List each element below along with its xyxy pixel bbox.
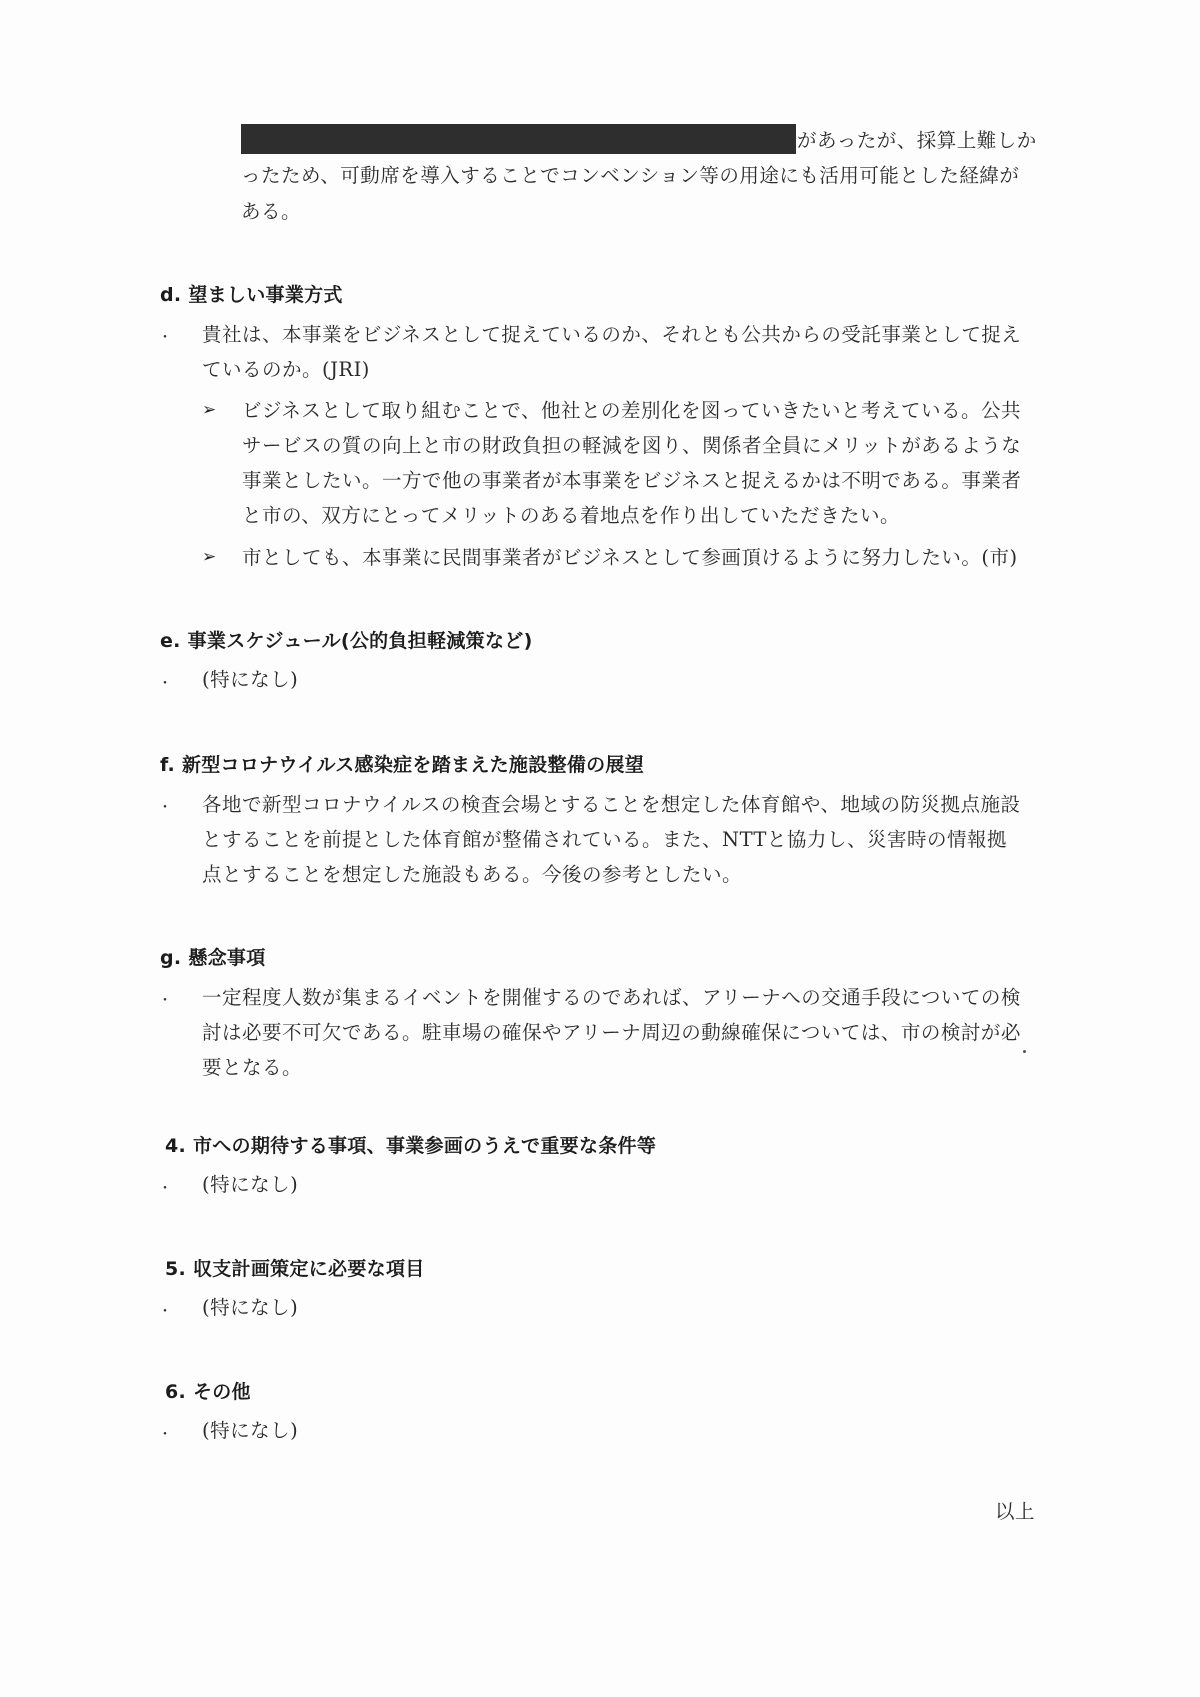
- redacted-block: [241, 124, 796, 154]
- bullet-icon: ・: [158, 330, 172, 346]
- top-paragraph-line2: ったため、可動席を導入することでコンベンション等の用途にも活用可能とした経緯が: [241, 164, 1020, 187]
- section-d-question-line2: ているのか。(JRI): [202, 358, 370, 381]
- closing-text: 以上: [995, 1500, 1036, 1523]
- section-d-heading: d. 望ましい事業方式: [160, 284, 343, 306]
- arrow-bullet-icon: ➢: [202, 547, 217, 567]
- scan-speck: [1023, 1050, 1026, 1053]
- section-d-answer2: 市としても、本事業に民間事業者がビジネスとして参画頂けるように努力したい。(市): [242, 546, 1018, 569]
- section-f-line3: 点とすることを想定した施設もある。今後の参考としたい。: [202, 863, 743, 886]
- section-g-line1: 一定程度人数が集まるイベントを開催するのであれば、アリーナへの交通手段についての検: [202, 986, 1021, 1009]
- section-g-line2: 討は必要不可欠である。駐車場の確保やアリーナ周辺の動線確保については、市の検討が必: [202, 1021, 1021, 1044]
- section-5-heading: 5. 収支計画策定に必要な項目: [165, 1258, 425, 1280]
- bullet-icon: ・: [158, 1181, 172, 1197]
- bullet-icon: ・: [158, 676, 172, 692]
- bullet-icon: ・: [158, 993, 172, 1009]
- arrow-bullet-icon: ➢: [202, 400, 217, 420]
- top-paragraph-line1: があったが、採算上難しか: [797, 129, 1037, 152]
- section-6-bullet: (特になし): [202, 1419, 299, 1442]
- section-5-bullet: (特になし): [202, 1296, 299, 1319]
- section-f-heading: f. 新型コロナウイルス感染症を踏まえた施設整備の展望: [160, 754, 645, 776]
- section-g-line3: 要となる。: [202, 1056, 303, 1079]
- section-g-heading: g. 懸念事項: [160, 947, 266, 969]
- section-6-heading: 6. その他: [165, 1381, 251, 1403]
- top-paragraph-line3: ある。: [241, 200, 302, 223]
- section-4-heading: 4. 市への期待する事項、事業参画のうえで重要な条件等: [165, 1135, 657, 1157]
- section-d-answer1-line4: と市の、双方にとってメリットのある着地点を作り出していただきたい。: [242, 504, 901, 527]
- section-e-bullet: (特になし): [202, 668, 299, 691]
- section-f-line1: 各地で新型コロナウイルスの検査会場とすることを想定した体育館や、地域の防災拠点施設: [202, 793, 1021, 816]
- bullet-icon: ・: [158, 800, 172, 816]
- bullet-icon: ・: [158, 1427, 172, 1443]
- section-e-heading: e. 事業スケジュール(公的負担軽減策など): [160, 630, 533, 652]
- bullet-icon: ・: [158, 1304, 172, 1320]
- section-d-answer1-line2: サービスの質の向上と市の財政負担の軽減を図り、関係者全員にメリットがあるような: [242, 434, 1022, 457]
- section-d-answer1-line3: 事業としたい。一方で他の事業者が本事業をビジネスと捉えるかは不明である。事業者: [242, 469, 1022, 492]
- section-4-bullet: (特になし): [202, 1173, 299, 1196]
- section-d-question-line1: 貴社は、本事業をビジネスとして捉えているのか、それとも公共からの受託事業として捉え: [202, 323, 1022, 346]
- section-f-line2: とすることを前提とした体育館が整備されている。また、NTTと協力し、災害時の情報拠: [202, 828, 1007, 851]
- section-d-answer1-line1: ビジネスとして取り組むことで、他社との差別化を図っていきたいと考えている。公共: [242, 399, 1022, 422]
